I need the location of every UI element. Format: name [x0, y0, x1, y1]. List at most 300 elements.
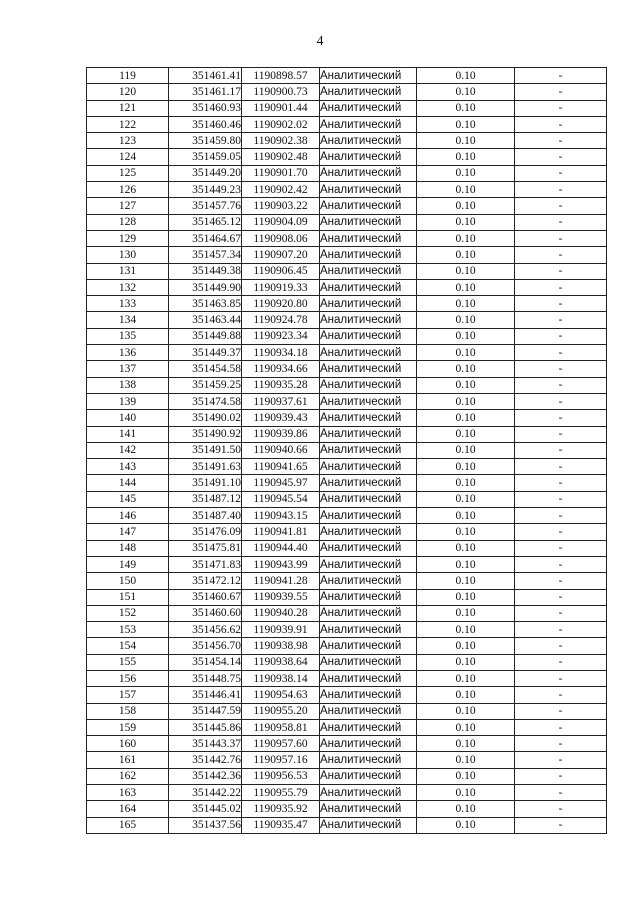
- point-number-cell: 147: [87, 524, 169, 540]
- table-row: [87, 622, 607, 638]
- y-coordinate-cell: 1190920.80: [242, 296, 320, 312]
- method-cell: Аналитический: [320, 263, 417, 279]
- table-row: [87, 670, 607, 686]
- method-cell: Аналитический: [320, 508, 417, 524]
- method-cell: Аналитический: [320, 670, 417, 686]
- note-cell: -: [515, 459, 607, 475]
- point-number-cell: 134: [87, 312, 169, 328]
- table-row: [87, 736, 607, 752]
- method-cell: Аналитический: [320, 605, 417, 621]
- accuracy-cell: 0.10: [417, 214, 515, 230]
- method-cell: Аналитический: [320, 556, 417, 572]
- method-cell: Аналитический: [320, 491, 417, 507]
- point-number-cell: 164: [87, 801, 169, 817]
- x-coordinate-cell: 351449.38: [169, 263, 242, 279]
- accuracy-cell: 0.10: [417, 133, 515, 149]
- y-coordinate-cell: 1190938.14: [242, 670, 320, 686]
- y-coordinate-cell: 1190901.70: [242, 165, 320, 181]
- y-coordinate-cell: 1190939.86: [242, 426, 320, 442]
- x-coordinate-cell: 351464.67: [169, 230, 242, 246]
- y-coordinate-cell: 1190923.34: [242, 328, 320, 344]
- note-cell: -: [515, 393, 607, 409]
- point-number-cell: 126: [87, 182, 169, 198]
- x-coordinate-cell: 351463.44: [169, 312, 242, 328]
- table-row: [87, 703, 607, 719]
- accuracy-cell: 0.10: [417, 670, 515, 686]
- table-row: [87, 508, 607, 524]
- accuracy-cell: 0.10: [417, 198, 515, 214]
- point-number-cell: 127: [87, 198, 169, 214]
- accuracy-cell: 0.10: [417, 687, 515, 703]
- table-row: [87, 68, 607, 84]
- note-cell: -: [515, 638, 607, 654]
- accuracy-cell: 0.10: [417, 540, 515, 556]
- y-coordinate-cell: 1190945.54: [242, 491, 320, 507]
- x-coordinate-cell: 351471.83: [169, 556, 242, 572]
- y-coordinate-cell: 1190945.97: [242, 475, 320, 491]
- table-row: [87, 84, 607, 100]
- note-cell: -: [515, 736, 607, 752]
- method-cell: Аналитический: [320, 133, 417, 149]
- method-cell: Аналитический: [320, 540, 417, 556]
- note-cell: -: [515, 84, 607, 100]
- y-coordinate-cell: 1190937.61: [242, 393, 320, 409]
- method-cell: Аналитический: [320, 345, 417, 361]
- point-number-cell: 128: [87, 214, 169, 230]
- table-row: [87, 328, 607, 344]
- x-coordinate-cell: 351491.63: [169, 459, 242, 475]
- accuracy-cell: 0.10: [417, 703, 515, 719]
- x-coordinate-cell: 351461.17: [169, 84, 242, 100]
- note-cell: -: [515, 687, 607, 703]
- method-cell: Аналитический: [320, 328, 417, 344]
- note-cell: -: [515, 703, 607, 719]
- point-number-cell: 121: [87, 100, 169, 116]
- method-cell: Аналитический: [320, 410, 417, 426]
- table-row: [87, 589, 607, 605]
- point-number-cell: 131: [87, 263, 169, 279]
- accuracy-cell: 0.10: [417, 393, 515, 409]
- method-cell: Аналитический: [320, 785, 417, 801]
- y-coordinate-cell: 1190898.57: [242, 68, 320, 84]
- point-number-cell: 133: [87, 296, 169, 312]
- accuracy-cell: 0.10: [417, 426, 515, 442]
- note-cell: -: [515, 230, 607, 246]
- note-cell: -: [515, 214, 607, 230]
- page-number: 4: [316, 34, 324, 49]
- method-cell: Аналитический: [320, 638, 417, 654]
- point-number-cell: 123: [87, 133, 169, 149]
- x-coordinate-cell: 351487.40: [169, 508, 242, 524]
- y-coordinate-cell: 1190935.28: [242, 377, 320, 393]
- table-row: [87, 230, 607, 246]
- x-coordinate-cell: 351487.12: [169, 491, 242, 507]
- point-number-cell: 158: [87, 703, 169, 719]
- x-coordinate-cell: 351442.36: [169, 768, 242, 784]
- y-coordinate-cell: 1190958.81: [242, 719, 320, 735]
- accuracy-cell: 0.10: [417, 654, 515, 670]
- table-row: [87, 491, 607, 507]
- point-number-cell: 142: [87, 442, 169, 458]
- table-row: [87, 442, 607, 458]
- note-cell: -: [515, 328, 607, 344]
- accuracy-cell: 0.10: [417, 247, 515, 263]
- note-cell: -: [515, 345, 607, 361]
- point-number-cell: 136: [87, 345, 169, 361]
- x-coordinate-cell: 351491.50: [169, 442, 242, 458]
- accuracy-cell: 0.10: [417, 116, 515, 132]
- x-coordinate-cell: 351475.81: [169, 540, 242, 556]
- x-coordinate-cell: 351454.58: [169, 361, 242, 377]
- y-coordinate-cell: 1190919.33: [242, 279, 320, 295]
- x-coordinate-cell: 351490.02: [169, 410, 242, 426]
- table-row: [87, 279, 607, 295]
- x-coordinate-cell: 351446.41: [169, 687, 242, 703]
- method-cell: Аналитический: [320, 247, 417, 263]
- y-coordinate-cell: 1190902.48: [242, 149, 320, 165]
- table-row: [87, 312, 607, 328]
- note-cell: -: [515, 491, 607, 507]
- note-cell: -: [515, 426, 607, 442]
- point-number-cell: 159: [87, 719, 169, 735]
- accuracy-cell: 0.10: [417, 752, 515, 768]
- point-number-cell: 160: [87, 736, 169, 752]
- note-cell: -: [515, 573, 607, 589]
- method-cell: Аналитический: [320, 736, 417, 752]
- note-cell: -: [515, 801, 607, 817]
- method-cell: Аналитический: [320, 426, 417, 442]
- y-coordinate-cell: 1190941.81: [242, 524, 320, 540]
- accuracy-cell: 0.10: [417, 589, 515, 605]
- accuracy-cell: 0.10: [417, 263, 515, 279]
- accuracy-cell: 0.10: [417, 491, 515, 507]
- point-number-cell: 138: [87, 377, 169, 393]
- coordinates-table: [86, 67, 607, 834]
- note-cell: -: [515, 785, 607, 801]
- point-number-cell: 137: [87, 361, 169, 377]
- table-row: [87, 817, 607, 833]
- x-coordinate-cell: 351459.05: [169, 149, 242, 165]
- table-row: [87, 198, 607, 214]
- y-coordinate-cell: 1190944.40: [242, 540, 320, 556]
- x-coordinate-cell: 351476.09: [169, 524, 242, 540]
- method-cell: Аналитический: [320, 149, 417, 165]
- table-row: [87, 687, 607, 703]
- point-number-cell: 143: [87, 459, 169, 475]
- x-coordinate-cell: 351445.02: [169, 801, 242, 817]
- method-cell: Аналитический: [320, 165, 417, 181]
- accuracy-cell: 0.10: [417, 361, 515, 377]
- table-row: [87, 654, 607, 670]
- note-cell: -: [515, 475, 607, 491]
- point-number-cell: 165: [87, 817, 169, 833]
- point-number-cell: 156: [87, 670, 169, 686]
- accuracy-cell: 0.10: [417, 312, 515, 328]
- accuracy-cell: 0.10: [417, 377, 515, 393]
- method-cell: Аналитический: [320, 573, 417, 589]
- accuracy-cell: 0.10: [417, 638, 515, 654]
- x-coordinate-cell: 351449.90: [169, 279, 242, 295]
- table-row: [87, 182, 607, 198]
- point-number-cell: 155: [87, 654, 169, 670]
- x-coordinate-cell: 351460.93: [169, 100, 242, 116]
- accuracy-cell: 0.10: [417, 801, 515, 817]
- note-cell: -: [515, 100, 607, 116]
- note-cell: -: [515, 752, 607, 768]
- x-coordinate-cell: 351449.20: [169, 165, 242, 181]
- table-row: [87, 361, 607, 377]
- y-coordinate-cell: 1190941.28: [242, 573, 320, 589]
- table-row: [87, 524, 607, 540]
- point-number-cell: 135: [87, 328, 169, 344]
- note-cell: -: [515, 279, 607, 295]
- note-cell: -: [515, 524, 607, 540]
- method-cell: Аналитический: [320, 377, 417, 393]
- table-row: [87, 556, 607, 572]
- x-coordinate-cell: 351454.14: [169, 654, 242, 670]
- point-number-cell: 132: [87, 279, 169, 295]
- y-coordinate-cell: 1190957.16: [242, 752, 320, 768]
- method-cell: Аналитический: [320, 719, 417, 735]
- table-row: [87, 133, 607, 149]
- x-coordinate-cell: 351460.46: [169, 116, 242, 132]
- y-coordinate-cell: 1190908.06: [242, 230, 320, 246]
- y-coordinate-cell: 1190939.43: [242, 410, 320, 426]
- table-body: [87, 68, 607, 834]
- note-cell: -: [515, 768, 607, 784]
- note-cell: -: [515, 198, 607, 214]
- y-coordinate-cell: 1190943.15: [242, 508, 320, 524]
- note-cell: -: [515, 149, 607, 165]
- x-coordinate-cell: 351437.56: [169, 817, 242, 833]
- note-cell: -: [515, 817, 607, 833]
- note-cell: -: [515, 361, 607, 377]
- method-cell: Аналитический: [320, 116, 417, 132]
- note-cell: -: [515, 540, 607, 556]
- x-coordinate-cell: 351442.22: [169, 785, 242, 801]
- accuracy-cell: 0.10: [417, 736, 515, 752]
- y-coordinate-cell: 1190938.64: [242, 654, 320, 670]
- accuracy-cell: 0.10: [417, 182, 515, 198]
- y-coordinate-cell: 1190907.20: [242, 247, 320, 263]
- point-number-cell: 162: [87, 768, 169, 784]
- y-coordinate-cell: 1190938.98: [242, 638, 320, 654]
- note-cell: -: [515, 410, 607, 426]
- note-cell: -: [515, 182, 607, 198]
- note-cell: -: [515, 116, 607, 132]
- x-coordinate-cell: 351457.76: [169, 198, 242, 214]
- x-coordinate-cell: 351445.86: [169, 719, 242, 735]
- point-number-cell: 141: [87, 426, 169, 442]
- note-cell: -: [515, 133, 607, 149]
- y-coordinate-cell: 1190902.02: [242, 116, 320, 132]
- point-number-cell: 153: [87, 622, 169, 638]
- accuracy-cell: 0.10: [417, 328, 515, 344]
- accuracy-cell: 0.10: [417, 68, 515, 84]
- x-coordinate-cell: 351448.75: [169, 670, 242, 686]
- y-coordinate-cell: 1190954.63: [242, 687, 320, 703]
- method-cell: Аналитический: [320, 442, 417, 458]
- point-number-cell: 146: [87, 508, 169, 524]
- accuracy-cell: 0.10: [417, 459, 515, 475]
- method-cell: Аналитический: [320, 475, 417, 491]
- table-row: [87, 752, 607, 768]
- table-row: [87, 149, 607, 165]
- x-coordinate-cell: 351449.88: [169, 328, 242, 344]
- y-coordinate-cell: 1190900.73: [242, 84, 320, 100]
- point-number-cell: 130: [87, 247, 169, 263]
- x-coordinate-cell: 351463.85: [169, 296, 242, 312]
- point-number-cell: 125: [87, 165, 169, 181]
- table-row: [87, 540, 607, 556]
- method-cell: Аналитический: [320, 296, 417, 312]
- x-coordinate-cell: 351459.80: [169, 133, 242, 149]
- note-cell: -: [515, 377, 607, 393]
- x-coordinate-cell: 351460.67: [169, 589, 242, 605]
- accuracy-cell: 0.10: [417, 100, 515, 116]
- y-coordinate-cell: 1190902.38: [242, 133, 320, 149]
- note-cell: -: [515, 247, 607, 263]
- method-cell: Аналитический: [320, 752, 417, 768]
- accuracy-cell: 0.10: [417, 605, 515, 621]
- table-row: [87, 263, 607, 279]
- table-row: [87, 475, 607, 491]
- y-coordinate-cell: 1190924.78: [242, 312, 320, 328]
- y-coordinate-cell: 1190941.65: [242, 459, 320, 475]
- point-number-cell: 122: [87, 116, 169, 132]
- note-cell: -: [515, 296, 607, 312]
- method-cell: Аналитический: [320, 68, 417, 84]
- note-cell: -: [515, 312, 607, 328]
- accuracy-cell: 0.10: [417, 817, 515, 833]
- accuracy-cell: 0.10: [417, 84, 515, 100]
- note-cell: -: [515, 68, 607, 84]
- x-coordinate-cell: 351490.92: [169, 426, 242, 442]
- x-coordinate-cell: 351491.10: [169, 475, 242, 491]
- x-coordinate-cell: 351461.41: [169, 68, 242, 84]
- note-cell: -: [515, 165, 607, 181]
- x-coordinate-cell: 351456.62: [169, 622, 242, 638]
- accuracy-cell: 0.10: [417, 573, 515, 589]
- accuracy-cell: 0.10: [417, 508, 515, 524]
- point-number-cell: 161: [87, 752, 169, 768]
- y-coordinate-cell: 1190934.66: [242, 361, 320, 377]
- accuracy-cell: 0.10: [417, 149, 515, 165]
- x-coordinate-cell: 351465.12: [169, 214, 242, 230]
- method-cell: Аналитический: [320, 279, 417, 295]
- table-row: [87, 410, 607, 426]
- method-cell: Аналитический: [320, 84, 417, 100]
- table-row: [87, 638, 607, 654]
- x-coordinate-cell: 351449.37: [169, 345, 242, 361]
- point-number-cell: 144: [87, 475, 169, 491]
- x-coordinate-cell: 351456.70: [169, 638, 242, 654]
- note-cell: -: [515, 654, 607, 670]
- point-number-cell: 149: [87, 556, 169, 572]
- note-cell: -: [515, 556, 607, 572]
- note-cell: -: [515, 263, 607, 279]
- point-number-cell: 157: [87, 687, 169, 703]
- method-cell: Аналитический: [320, 230, 417, 246]
- y-coordinate-cell: 1190935.92: [242, 801, 320, 817]
- accuracy-cell: 0.10: [417, 279, 515, 295]
- note-cell: -: [515, 622, 607, 638]
- x-coordinate-cell: 351443.37: [169, 736, 242, 752]
- accuracy-cell: 0.10: [417, 556, 515, 572]
- point-number-cell: 151: [87, 589, 169, 605]
- table-row: [87, 605, 607, 621]
- method-cell: Аналитический: [320, 654, 417, 670]
- point-number-cell: 148: [87, 540, 169, 556]
- note-cell: -: [515, 670, 607, 686]
- note-cell: -: [515, 719, 607, 735]
- table-row: [87, 214, 607, 230]
- accuracy-cell: 0.10: [417, 768, 515, 784]
- accuracy-cell: 0.10: [417, 785, 515, 801]
- note-cell: -: [515, 442, 607, 458]
- y-coordinate-cell: 1190902.42: [242, 182, 320, 198]
- point-number-cell: 152: [87, 605, 169, 621]
- accuracy-cell: 0.10: [417, 165, 515, 181]
- point-number-cell: 150: [87, 573, 169, 589]
- point-number-cell: 129: [87, 230, 169, 246]
- table-row: [87, 100, 607, 116]
- y-coordinate-cell: 1190934.18: [242, 345, 320, 361]
- note-cell: -: [515, 508, 607, 524]
- accuracy-cell: 0.10: [417, 442, 515, 458]
- y-coordinate-cell: 1190940.66: [242, 442, 320, 458]
- method-cell: Аналитический: [320, 687, 417, 703]
- method-cell: Аналитический: [320, 817, 417, 833]
- point-number-cell: 139: [87, 393, 169, 409]
- accuracy-cell: 0.10: [417, 622, 515, 638]
- method-cell: Аналитический: [320, 589, 417, 605]
- x-coordinate-cell: 351449.23: [169, 182, 242, 198]
- table-row: [87, 801, 607, 817]
- table-row: [87, 296, 607, 312]
- note-cell: -: [515, 605, 607, 621]
- method-cell: Аналитический: [320, 524, 417, 540]
- x-coordinate-cell: 351447.59: [169, 703, 242, 719]
- table-row: [87, 247, 607, 263]
- point-number-cell: 154: [87, 638, 169, 654]
- y-coordinate-cell: 1190955.20: [242, 703, 320, 719]
- point-number-cell: 145: [87, 491, 169, 507]
- x-coordinate-cell: 351460.60: [169, 605, 242, 621]
- method-cell: Аналитический: [320, 622, 417, 638]
- method-cell: Аналитический: [320, 801, 417, 817]
- accuracy-cell: 0.10: [417, 524, 515, 540]
- table-row: [87, 426, 607, 442]
- y-coordinate-cell: 1190943.99: [242, 556, 320, 572]
- table-row: [87, 393, 607, 409]
- x-coordinate-cell: 351457.34: [169, 247, 242, 263]
- accuracy-cell: 0.10: [417, 410, 515, 426]
- x-coordinate-cell: 351474.58: [169, 393, 242, 409]
- method-cell: Аналитический: [320, 393, 417, 409]
- y-coordinate-cell: 1190904.09: [242, 214, 320, 230]
- method-cell: Аналитический: [320, 361, 417, 377]
- point-number-cell: 124: [87, 149, 169, 165]
- y-coordinate-cell: 1190939.91: [242, 622, 320, 638]
- table-row: [87, 719, 607, 735]
- point-number-cell: 163: [87, 785, 169, 801]
- table-row: [87, 785, 607, 801]
- y-coordinate-cell: 1190956.53: [242, 768, 320, 784]
- accuracy-cell: 0.10: [417, 719, 515, 735]
- method-cell: Аналитический: [320, 198, 417, 214]
- y-coordinate-cell: 1190901.44: [242, 100, 320, 116]
